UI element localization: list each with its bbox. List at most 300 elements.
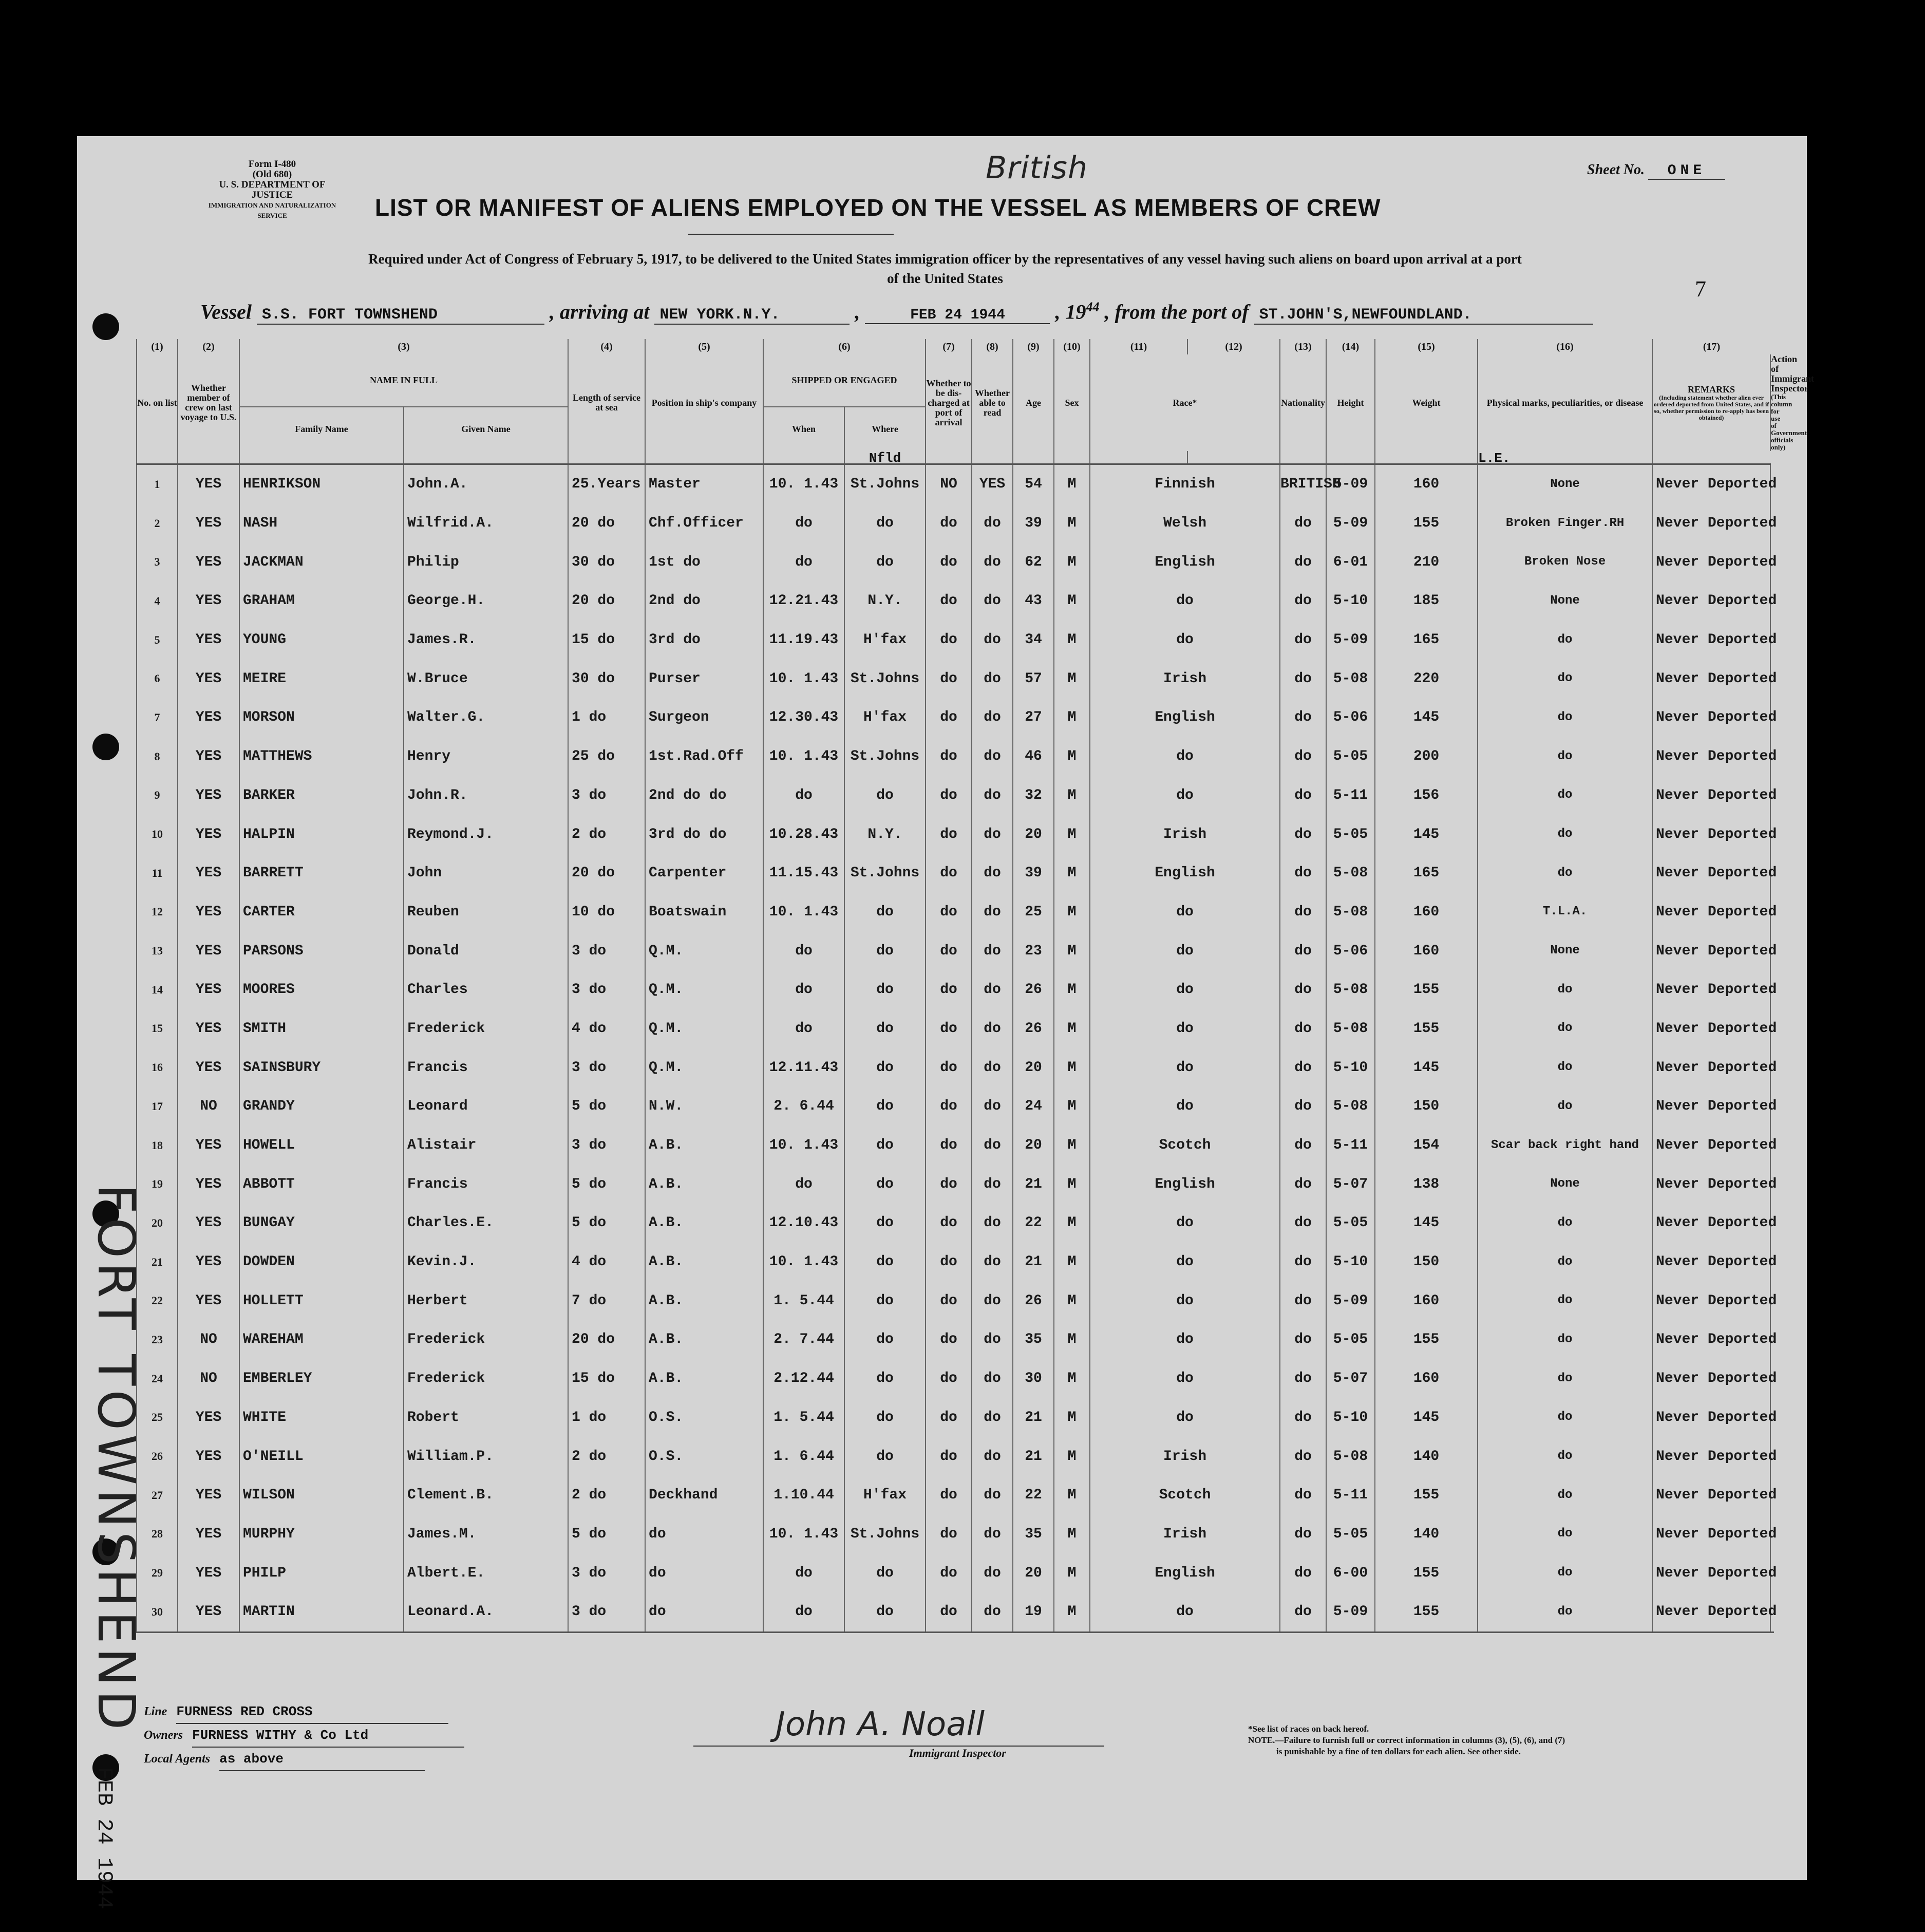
cell-given: Albert.E. bbox=[404, 1553, 568, 1592]
cell-sex: M bbox=[1054, 1476, 1090, 1515]
cell-where: do bbox=[844, 504, 926, 543]
cell-height: 6-00 bbox=[1326, 1553, 1375, 1592]
cell-service: 2 do bbox=[568, 1437, 645, 1476]
header-service-length: Length of service at sea bbox=[568, 354, 645, 451]
cell-discharge: do bbox=[926, 776, 972, 815]
cell-crew: YES bbox=[178, 1048, 239, 1087]
cell-height: 5-08 bbox=[1326, 659, 1375, 698]
cell-where: do bbox=[844, 1204, 926, 1243]
header-remarks-note: (Including statement whether alien ever ordered deported from United States, and if so, whether permission to re-apply has been obtained) bbox=[1653, 393, 1769, 421]
cell-age: 21 bbox=[1013, 1165, 1054, 1204]
cell-crew: YES bbox=[178, 464, 239, 504]
cell-service: 15 do bbox=[568, 1359, 645, 1398]
cell-discharge: do bbox=[926, 1165, 972, 1204]
table-row bbox=[137, 1048, 1774, 1087]
cell-no: 2 bbox=[137, 504, 178, 543]
cell-crew: NO bbox=[178, 1359, 239, 1398]
cell-weight: 155 bbox=[1375, 1553, 1478, 1592]
cell-no: 16 bbox=[137, 1048, 178, 1087]
cell-discharge: do bbox=[926, 1126, 972, 1165]
cell-marks: do bbox=[1478, 1515, 1652, 1554]
cell-given: John.A. bbox=[404, 464, 568, 504]
cell-position: 2nd do do bbox=[645, 776, 763, 815]
cell-remarks: Never Deported bbox=[1652, 1243, 1770, 1282]
cell-service: 3 do bbox=[568, 1592, 645, 1632]
cell-read: YES bbox=[972, 464, 1013, 504]
cell-position: do bbox=[645, 1553, 763, 1592]
cell-no: 17 bbox=[137, 1087, 178, 1126]
cell-age: 20 bbox=[1013, 1048, 1054, 1087]
cell-no: 27 bbox=[137, 1476, 178, 1515]
cell-when: do bbox=[763, 931, 844, 970]
cell-where: H'fax bbox=[844, 1476, 926, 1515]
col-num-2: (2) bbox=[178, 339, 239, 354]
cell-service: 3 do bbox=[568, 970, 645, 1009]
cell-service: 3 do bbox=[568, 1126, 645, 1165]
cell-position: 3rd do bbox=[645, 621, 763, 660]
cell-nationality: do bbox=[1280, 931, 1326, 970]
cell-crew: YES bbox=[178, 1515, 239, 1554]
cell-weight: 155 bbox=[1375, 1320, 1478, 1359]
cell-family: MEIRE bbox=[239, 659, 404, 698]
cell-discharge: do bbox=[926, 1592, 972, 1632]
cell-service: 3 do bbox=[568, 1553, 645, 1592]
cell-when: 12.21.43 bbox=[763, 582, 844, 621]
cell-marks: do bbox=[1478, 1476, 1652, 1515]
cell-no: 15 bbox=[137, 1009, 178, 1048]
cell-service: 3 do bbox=[568, 1048, 645, 1087]
cell-weight: 145 bbox=[1375, 1204, 1478, 1243]
cell-sex: M bbox=[1054, 504, 1090, 543]
cell-marks: do bbox=[1478, 1204, 1652, 1243]
cell-marks: Broken Nose bbox=[1478, 542, 1652, 582]
cell-age: 22 bbox=[1013, 1476, 1054, 1515]
cell-marks: do bbox=[1478, 1359, 1652, 1398]
cell-weight: 160 bbox=[1375, 464, 1478, 504]
cell-given: Francis bbox=[404, 1165, 568, 1204]
sheet-value: ONE bbox=[1648, 163, 1725, 180]
cell-when: 1. 5.44 bbox=[763, 1281, 844, 1320]
cell-age: 24 bbox=[1013, 1087, 1054, 1126]
col-num-15: (15) bbox=[1375, 339, 1478, 354]
cell-no: 3 bbox=[137, 542, 178, 582]
cell-nationality: do bbox=[1280, 1592, 1326, 1632]
cell-when: 12.30.43 bbox=[763, 698, 844, 737]
cell-given: Frederick bbox=[404, 1009, 568, 1048]
cell-race: Scotch bbox=[1090, 1476, 1280, 1515]
cell-race: do bbox=[1090, 776, 1280, 815]
cell-crew: YES bbox=[178, 1592, 239, 1632]
cell-race: Irish bbox=[1090, 815, 1280, 854]
cell-family: SAINSBURY bbox=[239, 1048, 404, 1087]
cell-position: do bbox=[645, 1592, 763, 1632]
cell-sex: M bbox=[1054, 815, 1090, 854]
cell-age: 34 bbox=[1013, 621, 1054, 660]
cell-discharge: do bbox=[926, 621, 972, 660]
cell-when: 12.10.43 bbox=[763, 1204, 844, 1243]
cell-position: Boatswain bbox=[645, 893, 763, 932]
cell-height: 5-07 bbox=[1326, 1359, 1375, 1398]
cell-position: Carpenter bbox=[645, 854, 763, 893]
table-row bbox=[137, 1476, 1774, 1515]
voyage-line: Vessel S.S. FORT TOWNSHEND , arriving at NEW YORK.N.Y. , FEB 24 1944 , $19^{44}$ , from the port of ST.JOHN'S,NEWFOUNDLAND. bbox=[200, 299, 1762, 326]
cell-service: 1 do bbox=[568, 698, 645, 737]
col-num-4: (4) bbox=[568, 339, 645, 354]
header-sex: Sex bbox=[1054, 354, 1090, 451]
cell-remarks: Never Deported bbox=[1652, 737, 1770, 776]
cell-given: Henry bbox=[404, 737, 568, 776]
cell-where: N.Y. bbox=[844, 815, 926, 854]
cell-race: Irish bbox=[1090, 1437, 1280, 1476]
header-inspector-action bbox=[1770, 354, 1815, 451]
cell-read: do bbox=[972, 1592, 1013, 1632]
cell-height: 5-11 bbox=[1326, 1476, 1375, 1515]
cell-discharge: do bbox=[926, 970, 972, 1009]
cell-no: 30 bbox=[137, 1592, 178, 1632]
cell-remarks: Never Deported bbox=[1652, 698, 1770, 737]
cell-age: 35 bbox=[1013, 1320, 1054, 1359]
cell-height: 5-07 bbox=[1326, 1165, 1375, 1204]
cell-service: 2 do bbox=[568, 1476, 645, 1515]
header-age: Age bbox=[1013, 354, 1054, 451]
table-row bbox=[137, 542, 1774, 582]
cell-remarks: Never Deported bbox=[1652, 1204, 1770, 1243]
cell-read: do bbox=[972, 931, 1013, 970]
cell-position: Deckhand bbox=[645, 1476, 763, 1515]
agents-label: Local Agents bbox=[144, 1752, 211, 1766]
table-row bbox=[137, 1009, 1774, 1048]
cell-when: 11.19.43 bbox=[763, 621, 844, 660]
cell-when: 10. 1.43 bbox=[763, 1243, 844, 1282]
cell-crew: YES bbox=[178, 1398, 239, 1437]
cell-age: 25 bbox=[1013, 893, 1054, 932]
cell-position: O.S. bbox=[645, 1398, 763, 1437]
cell-position: Q.M. bbox=[645, 1009, 763, 1048]
inspector-signature-block bbox=[693, 1705, 1104, 1762]
cell-discharge: do bbox=[926, 854, 972, 893]
cell-service: 4 do bbox=[568, 1009, 645, 1048]
cell-discharge: do bbox=[926, 1320, 972, 1359]
cell-discharge: do bbox=[926, 815, 972, 854]
cell-sex: M bbox=[1054, 464, 1090, 504]
cell-remarks: Never Deported bbox=[1652, 1126, 1770, 1165]
cell-remarks: Never Deported bbox=[1652, 1281, 1770, 1320]
header-given-name: Given Name bbox=[404, 407, 568, 451]
cell-position: Surgeon bbox=[645, 698, 763, 737]
cell-marks: None bbox=[1478, 931, 1652, 970]
cell-weight: 140 bbox=[1375, 1515, 1478, 1554]
cell-age: 23 bbox=[1013, 931, 1054, 970]
table-row bbox=[137, 1126, 1774, 1165]
cell-sex: M bbox=[1054, 582, 1090, 621]
cell-given: Reymond.J. bbox=[404, 815, 568, 854]
cell-position: Master bbox=[645, 464, 763, 504]
cell-age: 62 bbox=[1013, 542, 1054, 582]
cell-read: do bbox=[972, 621, 1013, 660]
cell-crew: YES bbox=[178, 621, 239, 660]
cell-remarks: Never Deported bbox=[1652, 582, 1770, 621]
cell-given: Leonard bbox=[404, 1087, 568, 1126]
punch-hole bbox=[92, 313, 119, 340]
cell-service: 2 do bbox=[568, 815, 645, 854]
cell-nationality: do bbox=[1280, 854, 1326, 893]
cell-sex: M bbox=[1054, 1048, 1090, 1087]
cell-race: do bbox=[1090, 1009, 1280, 1048]
cell-read: do bbox=[972, 1359, 1013, 1398]
cell-height: 5-05 bbox=[1326, 1515, 1375, 1554]
cell-crew: YES bbox=[178, 893, 239, 932]
header-weight: Weight bbox=[1375, 354, 1478, 451]
cell-weight: 145 bbox=[1375, 815, 1478, 854]
cell-race: English bbox=[1090, 1553, 1280, 1592]
cell-discharge: do bbox=[926, 1204, 972, 1243]
cell-service: 20 do bbox=[568, 582, 645, 621]
cell-weight: 150 bbox=[1375, 1243, 1478, 1282]
cell-marks: None bbox=[1478, 464, 1652, 504]
department: U. S. DEPARTMENT OF JUSTICE bbox=[219, 179, 326, 200]
cell-weight: 138 bbox=[1375, 1165, 1478, 1204]
col-num-12: (12) bbox=[1187, 339, 1280, 354]
cell-race: do bbox=[1090, 931, 1280, 970]
cell-where: do bbox=[844, 776, 926, 815]
cell-discharge: do bbox=[926, 1515, 972, 1554]
table-row bbox=[137, 1592, 1774, 1632]
cell-weight: 160 bbox=[1375, 893, 1478, 932]
cell-marks: do bbox=[1478, 854, 1652, 893]
owners-label: Owners bbox=[144, 1729, 183, 1742]
cell-height: 5-05 bbox=[1326, 1320, 1375, 1359]
cell-crew: YES bbox=[178, 854, 239, 893]
cell-sex: M bbox=[1054, 970, 1090, 1009]
cell-read: do bbox=[972, 1281, 1013, 1320]
cell-marks: do bbox=[1478, 815, 1652, 854]
cell-where: do bbox=[844, 1165, 926, 1204]
cell-marks: do bbox=[1478, 621, 1652, 660]
cell-when: 1. 5.44 bbox=[763, 1398, 844, 1437]
cell-nationality: do bbox=[1280, 970, 1326, 1009]
cell-no: 25 bbox=[137, 1398, 178, 1437]
subtitle-line1: Required under Act of Congress of February 5, 1917, to be delivered to the United States immigration officer by the representatives of any vessel having such aliens on board upon arrival at a port bbox=[368, 251, 1522, 267]
cell-sex: M bbox=[1054, 1243, 1090, 1282]
cell-family: O'NEILL bbox=[239, 1437, 404, 1476]
cell-remarks: Never Deported bbox=[1652, 1165, 1770, 1204]
cell-no: 14 bbox=[137, 970, 178, 1009]
cell-remarks: Never Deported bbox=[1652, 659, 1770, 698]
cell-marks: do bbox=[1478, 1087, 1652, 1126]
cell-read: do bbox=[972, 1320, 1013, 1359]
cell-remarks: Never Deported bbox=[1652, 464, 1770, 504]
line-label: Line bbox=[144, 1705, 167, 1718]
cell-when: do bbox=[763, 970, 844, 1009]
cell-family: PHILP bbox=[239, 1553, 404, 1592]
cell-read: do bbox=[972, 854, 1013, 893]
cell-race: do bbox=[1090, 1243, 1280, 1282]
cell-service: 30 do bbox=[568, 542, 645, 582]
cell-family: WHITE bbox=[239, 1398, 404, 1437]
cell-sex: M bbox=[1054, 1592, 1090, 1632]
cell-given: Donald bbox=[404, 931, 568, 970]
table-row bbox=[137, 893, 1774, 932]
cell-sex: M bbox=[1054, 854, 1090, 893]
cell-sex: M bbox=[1054, 1320, 1090, 1359]
arrival-date-stamp: FEB 24 1944 bbox=[865, 307, 1050, 324]
side-stamp-date: FEB 24 1944 bbox=[92, 1767, 117, 1909]
cell-position: A.B. bbox=[645, 1126, 763, 1165]
cell-service: 3 do bbox=[568, 931, 645, 970]
cell-height: 5-08 bbox=[1326, 1009, 1375, 1048]
cell-position: A.B. bbox=[645, 1165, 763, 1204]
cell-height: 5-09 bbox=[1326, 621, 1375, 660]
agents-value: as above bbox=[219, 1748, 425, 1771]
cell-family: JACKMAN bbox=[239, 542, 404, 582]
cell-weight: 165 bbox=[1375, 621, 1478, 660]
cell-discharge: do bbox=[926, 893, 972, 932]
cell-nationality: do bbox=[1280, 1359, 1326, 1398]
cell-discharge: do bbox=[926, 1281, 972, 1320]
cell-when: do bbox=[763, 1592, 844, 1632]
cell-height: 5-09 bbox=[1326, 504, 1375, 543]
cell-marks: do bbox=[1478, 1009, 1652, 1048]
cell-no: 4 bbox=[137, 582, 178, 621]
header-able-to-read: Whether able to read bbox=[972, 354, 1013, 451]
cell-age: 22 bbox=[1013, 1204, 1054, 1243]
cell-read: do bbox=[972, 659, 1013, 698]
cell-read: do bbox=[972, 698, 1013, 737]
cell-family: BUNGAY bbox=[239, 1204, 404, 1243]
cell-crew: YES bbox=[178, 1476, 239, 1515]
cell-read: do bbox=[972, 1204, 1013, 1243]
cell-sex: M bbox=[1054, 737, 1090, 776]
cell-nationality: do bbox=[1280, 1009, 1326, 1048]
cell-no: 1 bbox=[137, 464, 178, 504]
cell-nationality: do bbox=[1280, 582, 1326, 621]
cell-crew: YES bbox=[178, 542, 239, 582]
cell-race: English bbox=[1090, 854, 1280, 893]
cell-family: HENRIKSON bbox=[239, 464, 404, 504]
cell-weight: 155 bbox=[1375, 1009, 1478, 1048]
cell-family: EMBERLEY bbox=[239, 1359, 404, 1398]
cell-race: English bbox=[1090, 542, 1280, 582]
cell-where: St.Johns bbox=[844, 464, 926, 504]
cell-where: do bbox=[844, 1243, 926, 1282]
cell-marks: None bbox=[1478, 1165, 1652, 1204]
cell-marks: do bbox=[1478, 737, 1652, 776]
cell-remarks: Never Deported bbox=[1652, 893, 1770, 932]
cell-where: do bbox=[844, 1320, 926, 1359]
cell-no: 24 bbox=[137, 1359, 178, 1398]
cell-position: 1st.Rad.Off bbox=[645, 737, 763, 776]
cell-no: 10 bbox=[137, 815, 178, 854]
cell-sex: M bbox=[1054, 1553, 1090, 1592]
cell-position: do bbox=[645, 1515, 763, 1554]
cell-weight: 145 bbox=[1375, 1398, 1478, 1437]
cell-given: Frederick bbox=[404, 1320, 568, 1359]
form-identifier bbox=[205, 159, 339, 221]
cell-no: 26 bbox=[137, 1437, 178, 1476]
cell-marks: T.L.A. bbox=[1478, 893, 1652, 932]
cell-where: St.Johns bbox=[844, 1515, 926, 1554]
cell-no: 13 bbox=[137, 931, 178, 970]
cell-discharge: do bbox=[926, 542, 972, 582]
cell-sex: M bbox=[1054, 931, 1090, 970]
cell-height: 5-05 bbox=[1326, 737, 1375, 776]
cell-discharge: do bbox=[926, 1359, 972, 1398]
cell-sex: M bbox=[1054, 1087, 1090, 1126]
cell-position: O.S. bbox=[645, 1437, 763, 1476]
cell-age: 54 bbox=[1013, 464, 1054, 504]
cell-service: 4 do bbox=[568, 1243, 645, 1282]
cell-given: W.Bruce bbox=[404, 659, 568, 698]
cell-family: MATTHEWS bbox=[239, 737, 404, 776]
table-row bbox=[137, 504, 1774, 543]
manifest-sheet bbox=[77, 136, 1815, 1909]
cell-sex: M bbox=[1054, 698, 1090, 737]
table-row bbox=[137, 931, 1774, 970]
cell-service: 3 do bbox=[568, 776, 645, 815]
cell-discharge: do bbox=[926, 737, 972, 776]
note-races: *See list of races on back hereof. bbox=[1248, 1724, 1369, 1734]
cell-nationality: do bbox=[1280, 1087, 1326, 1126]
cell-no: 19 bbox=[137, 1165, 178, 1204]
cell-sex: M bbox=[1054, 621, 1090, 660]
cell-remarks: Never Deported bbox=[1652, 1087, 1770, 1126]
table-row bbox=[137, 970, 1774, 1009]
cell-given: Philip bbox=[404, 542, 568, 582]
cell-service: 25 do bbox=[568, 737, 645, 776]
cell-marks: do bbox=[1478, 1048, 1652, 1087]
cell-remarks: Never Deported bbox=[1652, 1437, 1770, 1476]
cell-given: John bbox=[404, 854, 568, 893]
cell-position: A.B. bbox=[645, 1320, 763, 1359]
cell-where: St.Johns bbox=[844, 659, 926, 698]
cell-crew: YES bbox=[178, 1165, 239, 1204]
cell-weight: 155 bbox=[1375, 504, 1478, 543]
where-annotation: Nfld bbox=[844, 451, 926, 464]
cell-crew: YES bbox=[178, 970, 239, 1009]
cell-race: English bbox=[1090, 698, 1280, 737]
note-penalty-cont: is punishable by a fine of ten dollars for each alien. See other side. bbox=[1276, 1747, 1521, 1756]
vessel-name: S.S. FORT TOWNSHEND bbox=[257, 306, 544, 325]
cell-sex: M bbox=[1054, 1515, 1090, 1554]
cell-family: PARSONS bbox=[239, 931, 404, 970]
cell-height: 5-09 bbox=[1326, 1592, 1375, 1632]
cell-family: MARTIN bbox=[239, 1592, 404, 1632]
arriving-label: , arriving at bbox=[550, 300, 650, 324]
cell-when: do bbox=[763, 542, 844, 582]
cell-weight: 160 bbox=[1375, 1359, 1478, 1398]
cell-remarks: Never Deported bbox=[1652, 815, 1770, 854]
cell-service: 10 do bbox=[568, 893, 645, 932]
cell-discharge: do bbox=[926, 1437, 972, 1476]
cell-position: A.B. bbox=[645, 1359, 763, 1398]
cell-sex: M bbox=[1054, 1437, 1090, 1476]
cell-age: 21 bbox=[1013, 1243, 1054, 1282]
cell-when: 10. 1.43 bbox=[763, 464, 844, 504]
vessel-label: Vessel bbox=[200, 300, 252, 324]
table-row bbox=[137, 854, 1774, 893]
cell-remarks: Never Deported bbox=[1652, 1359, 1770, 1398]
cell-position: Chf.Officer bbox=[645, 504, 763, 543]
cell-marks: do bbox=[1478, 659, 1652, 698]
cell-race: Finnish bbox=[1090, 464, 1280, 504]
title-rule bbox=[688, 234, 894, 235]
cell-weight: 185 bbox=[1375, 582, 1478, 621]
cell-when: 2. 6.44 bbox=[763, 1087, 844, 1126]
cell-where: St.Johns bbox=[844, 737, 926, 776]
cell-crew: NO bbox=[178, 1087, 239, 1126]
cell-crew: YES bbox=[178, 1204, 239, 1243]
cell-height: 5-08 bbox=[1326, 893, 1375, 932]
